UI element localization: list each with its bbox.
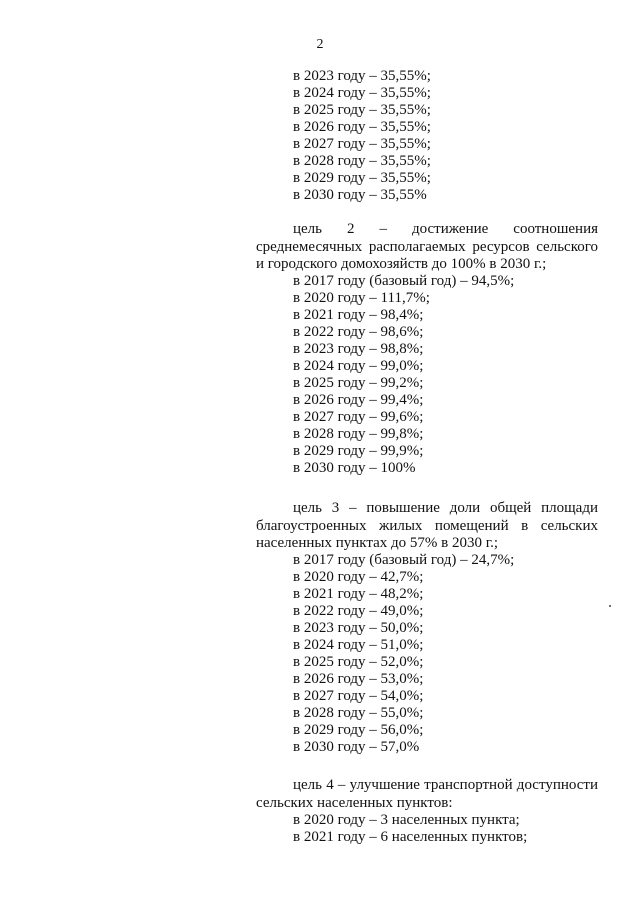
list-item: в 2024 году – 99,0%; xyxy=(293,358,424,374)
list-item: в 2024 году – 35,55%; xyxy=(293,85,431,101)
list-item: в 2030 году – 100% xyxy=(293,460,416,476)
goal-4-heading xyxy=(256,777,598,812)
goal-heading-line: среднемесячных располагаемых ресурсов сельского xyxy=(256,238,598,255)
goal-heading-line: цель 4 – улучшение транспортной доступности xyxy=(293,777,598,793)
list-item: в 2026 году – 53,0%; xyxy=(293,671,424,687)
list-item: в 2020 году – 111,7%; xyxy=(293,290,430,306)
list-item: в 2021 году – 48,2%; xyxy=(293,586,424,602)
list-item: в 2025 году – 35,55%; xyxy=(293,102,431,118)
list-item: в 2028 году – 99,8%; xyxy=(293,426,424,442)
list-item: в 2026 году – 99,4%; xyxy=(293,392,424,408)
list-item: в 2029 году – 99,9%; xyxy=(293,443,424,459)
list-item: в 2020 году – 42,7%; xyxy=(293,569,424,585)
scan-speck xyxy=(609,605,611,607)
goal-heading-line: цель 3 – повышение доли общей площади xyxy=(293,500,598,516)
goal-heading-line: и городского домохозяйств до 100% в 2030 г.; xyxy=(256,256,547,272)
list-item: в 2023 году – 50,0%; xyxy=(293,620,424,636)
list-item: в 2021 году – 98,4%; xyxy=(293,307,424,323)
list-item: в 2017 году (базовый год) – 24,7%; xyxy=(293,552,515,568)
list-item: в 2025 году – 52,0%; xyxy=(293,654,424,670)
list-item: в 2029 году – 35,55%; xyxy=(293,170,431,186)
list-item: в 2030 году – 57,0% xyxy=(293,739,420,755)
list-item: в 2029 году – 56,0%; xyxy=(293,722,424,738)
list-item: в 2020 году – 3 населенных пункта; xyxy=(293,812,520,828)
goal-3-heading xyxy=(256,500,598,553)
goal-2-heading xyxy=(256,221,598,274)
list-item: в 2017 году (базовый год) – 94,5%; xyxy=(293,273,515,289)
list-item: в 2028 году – 35,55%; xyxy=(293,153,431,169)
list-item: в 2028 году – 55,0%; xyxy=(293,705,424,721)
list-item: в 2023 году – 98,8%; xyxy=(293,341,424,357)
goal-heading-line: населенных пунктах до 57% в 2030 г.; xyxy=(256,535,499,551)
list-item: в 2027 году – 99,6%; xyxy=(293,409,424,425)
goal-heading-line: сельских населенных пунктов: xyxy=(256,794,453,811)
list-item: в 2025 году – 99,2%; xyxy=(293,375,424,391)
list-item: в 2030 году – 35,55% xyxy=(293,187,427,203)
list-item: в 2024 году – 51,0%; xyxy=(293,637,424,653)
list-item: в 2027 году – 35,55%; xyxy=(293,136,431,152)
list-item: в 2022 году – 49,0%; xyxy=(293,603,424,619)
list-item: в 2021 году – 6 населенных пунктов; xyxy=(293,829,528,845)
goal-heading-line: цель 2 – достижение соотношения xyxy=(293,221,598,237)
list-item: в 2023 году – 35,55%; xyxy=(293,68,431,84)
list-item: в 2022 году – 98,6%; xyxy=(293,324,424,340)
list-item: в 2026 году – 35,55%; xyxy=(293,119,431,135)
list-item: в 2027 году – 54,0%; xyxy=(293,688,424,704)
page-number: 2 xyxy=(316,37,324,52)
goal-heading-line: благоустроенных жилых помещений в сельских xyxy=(256,517,598,534)
